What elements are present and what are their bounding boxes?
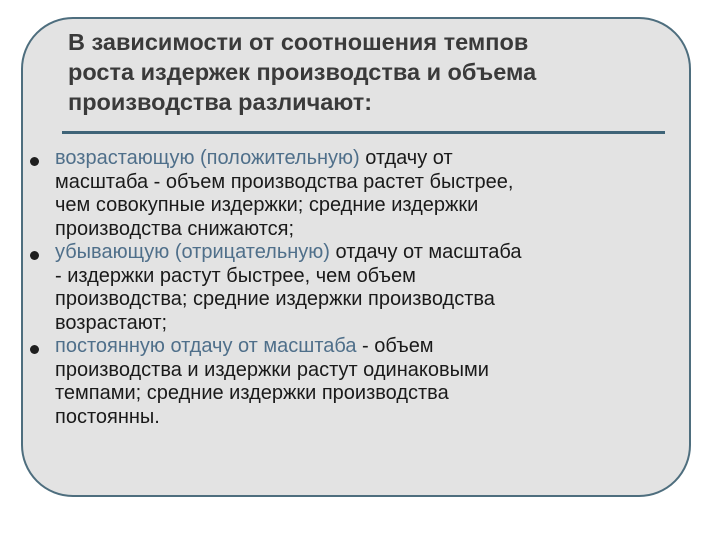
title-line: В зависимости от соотношения темпов (68, 29, 529, 55)
bullet-item-decreasing-returns (30, 241, 710, 335)
bullet-line (55, 335, 710, 359)
bullet-dot-icon (30, 345, 39, 354)
term-highlight: возрастающую (положительную) (55, 147, 360, 169)
bullet-line: чем совокупные издержки; средние издержки (55, 194, 479, 216)
bullet-item-increasing-returns (30, 147, 710, 241)
bullet-line: темпами; средние издержки производства (55, 382, 449, 404)
bullet-list (30, 147, 710, 429)
bullet-line: производства; средние издержки производства (55, 288, 495, 310)
bullet-dot-icon (30, 157, 39, 166)
bullet-line: возрастают; (55, 311, 168, 334)
slide-title (68, 27, 668, 117)
bullet-line: постоянны. (55, 405, 160, 428)
bullet-line: масштаба - объем производства растет быстрее, (55, 170, 514, 193)
bullet-text (55, 241, 710, 335)
term-highlight: постоянную отдачу от масштаба (55, 335, 357, 357)
bullet-text (55, 335, 710, 429)
bullet-line: производства снижаются; (55, 217, 295, 240)
bullet-dot-icon (30, 251, 39, 260)
line-text: отдачу от (359, 147, 453, 169)
title-line: роста издержек производства и объема (68, 59, 537, 85)
bullet-item-constant-returns (30, 335, 710, 429)
title-line: производства различают: (68, 89, 373, 115)
bullet-line: производства и издержки растут одинаковыми (55, 358, 489, 381)
bullet-line: - издержки растут быстрее, чем объем (55, 264, 416, 287)
title-underline (62, 131, 665, 134)
bullet-line (55, 147, 710, 171)
bullet-text (55, 147, 710, 241)
term-highlight: убывающую (отрицательную) (55, 241, 330, 263)
bullet-line (55, 241, 710, 265)
line-text: отдачу от масштаба (329, 241, 522, 263)
line-text: - объем (356, 335, 434, 357)
